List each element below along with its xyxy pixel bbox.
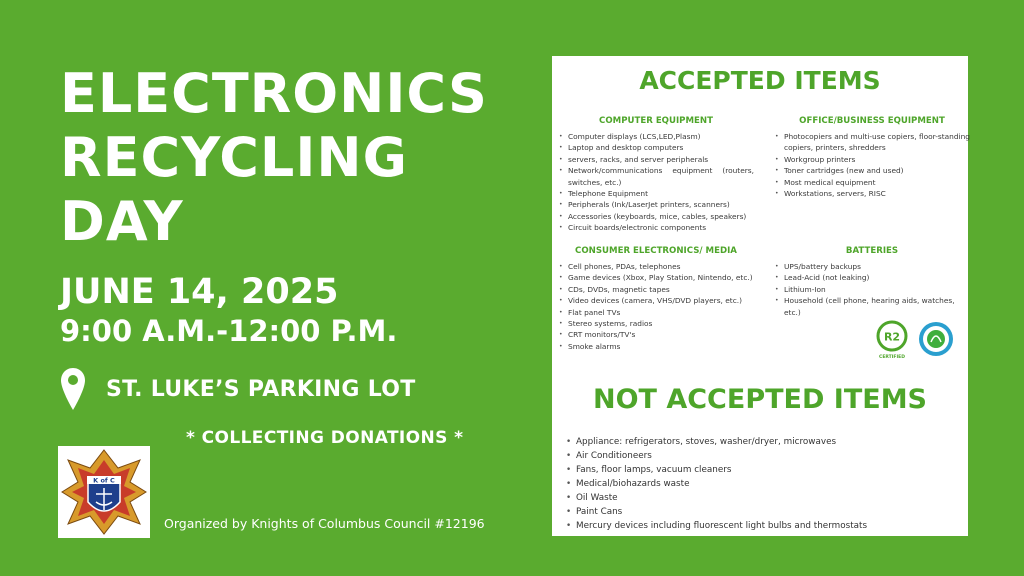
event-location [60, 364, 416, 414]
logo-lettering: K of C [93, 476, 115, 485]
event-title [60, 62, 540, 254]
list-item: • Lead-Acid (not leaking) [774, 272, 970, 283]
list-item: • Photocopiers and multi-use copiers, floor-standing copiers, printers, shredders [774, 131, 970, 154]
list-item: • Computer displays (LCS,LED,Plasm) [558, 131, 754, 142]
list-item: • Most medical equipment [774, 177, 970, 188]
certified-text: CERTIFIED [879, 355, 905, 360]
list-item: • UPS/battery backups [774, 261, 970, 272]
items-panel [552, 56, 968, 536]
title-line: RECYCLING [60, 126, 408, 189]
category-computer-equipment [558, 116, 754, 234]
list-item: • Smoke alarms [558, 341, 754, 352]
location-text: ST. LUKE’S PARKING LOT [106, 376, 416, 402]
list-item: • CDs, DVDs, magnetic tapes [558, 284, 754, 295]
list-item: • Laptop and desktop computers [558, 142, 754, 153]
list-item: • Medical/biohazards waste [564, 477, 867, 491]
list-item: • Accessories (keyboards, mice, cables, speakers) [558, 211, 754, 222]
category-title: CONSUMER ELECTRONICS/ MEDIA [575, 246, 737, 256]
list-item: • CRT monitors/TV's [558, 329, 754, 340]
list-item: • Workstations, servers, RISC [774, 188, 970, 199]
list-item: • Cell phones, PDAs, telephones [558, 261, 754, 272]
recycling-seal-icon [919, 322, 953, 356]
list-item: • Oil Waste [564, 491, 867, 505]
list-item: • Peripherals (Ink/LaserJet printers, scanners) [558, 199, 754, 210]
list-item: • Mercury devices including fluorescent light bulbs and thermostats [564, 519, 867, 533]
event-time: 9:00 A.M.-12:00 P.M. [60, 314, 398, 348]
list-item: • Video devices (camera, VHS/DVD players, etc.) [558, 295, 754, 306]
list-item: • Flat panel TVs [558, 307, 754, 318]
r2-certified-icon [878, 322, 906, 360]
list-item: • Toner cartridges (new and used) [774, 165, 970, 176]
r2-badge-text: R2 [883, 330, 901, 344]
list-item: • Household (cell phone, hearing aids, watches, etc.) [774, 295, 970, 318]
list-item: • Circuit boards/electronic components [558, 222, 754, 233]
donations-note: * COLLECTING DONATIONS * [186, 428, 464, 448]
category-title: BATTERIES [845, 246, 899, 256]
list-item: • Telephone Equipment [558, 188, 754, 199]
knights-of-columbus-logo [58, 446, 150, 538]
title-line: ELECTRONICS [60, 62, 488, 125]
list-item: • Lithium-Ion [774, 284, 970, 295]
category-title: COMPUTER EQUIPMENT [599, 116, 713, 126]
accepted-heading: ACCEPTED ITEMS [639, 66, 881, 95]
category-consumer-electronics [558, 246, 754, 352]
certification-badges [876, 318, 956, 360]
list-item: • Network/communications equipment (routers, switches, etc.) [558, 165, 754, 188]
map-pin-icon [60, 366, 86, 412]
list-item: • Workgroup printers [774, 154, 970, 165]
event-date: JUNE 14, 2025 [60, 272, 339, 312]
list-item: • servers, racks, and server peripherals [558, 154, 754, 165]
list-item: • Paint Cans [564, 505, 867, 519]
category-office-business-equipment [774, 116, 970, 199]
category-batteries [774, 246, 970, 318]
not-accepted-heading: NOT ACCEPTED ITEMS [592, 384, 928, 415]
list-item: • Appliance: refrigerators, stoves, washer/dryer, microwaves [564, 435, 867, 449]
category-title: OFFICE/BUSINESS EQUIPMENT [799, 116, 945, 126]
title-line: DAY [60, 190, 184, 253]
list-item: • Game devices (Xbox, Play Station, Nintendo, etc.) [558, 272, 754, 283]
emblem-icon [58, 446, 150, 538]
list-item: • Fans, floor lamps, vacuum cleaners [564, 463, 867, 477]
list-item: • Stereo systems, radios [558, 318, 754, 329]
list-item: • Air Conditioneers [564, 449, 867, 463]
not-accepted-list [564, 435, 867, 533]
organizer-credit: Organized by Knights of Columbus Council #12196 [164, 516, 485, 531]
